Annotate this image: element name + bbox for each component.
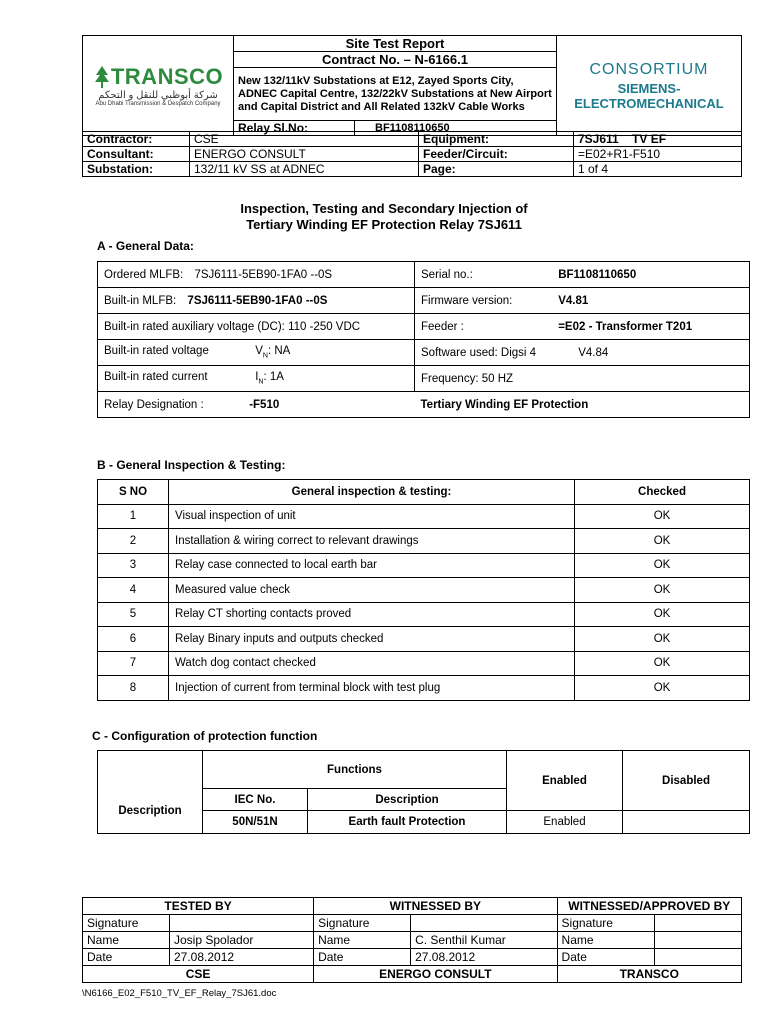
row-checked: OK bbox=[575, 529, 750, 554]
row-checked: OK bbox=[575, 676, 750, 701]
rated-voltage-symbol: V bbox=[255, 345, 263, 358]
section-a-heading: A - General Data: bbox=[97, 239, 194, 253]
row-desc: Injection of current from terminal block with test plug bbox=[169, 676, 575, 701]
consultant-value: ENERGO CONSULT bbox=[190, 147, 419, 162]
row-desc: Relay case connected to local earth bar bbox=[169, 553, 575, 578]
witness-date: 27.08.2012 bbox=[411, 949, 557, 966]
software-label: Software used: Digsi 4 bbox=[421, 346, 537, 359]
signoff-table bbox=[82, 897, 742, 983]
gd-feeder-value: =E02 - Transformer T201 bbox=[558, 320, 693, 333]
consortium-cell bbox=[557, 36, 742, 136]
ordered-mlfb-cell bbox=[98, 262, 415, 288]
table-row bbox=[98, 676, 750, 701]
builtin-mlfb-cell bbox=[98, 288, 415, 314]
rated-current-sub: N bbox=[258, 378, 264, 386]
table-row bbox=[98, 627, 750, 652]
info-table bbox=[82, 131, 742, 177]
row-checked: OK bbox=[575, 651, 750, 676]
col-sno: S NO bbox=[98, 480, 169, 505]
electromechanical-label: ELECTROMECHANICAL bbox=[574, 95, 724, 111]
approved-by-header: WITNESSED/APPROVED BY bbox=[557, 898, 741, 915]
row-desc: Relay CT shorting contacts proved bbox=[169, 602, 575, 627]
consortium-label: CONSORTIUM bbox=[589, 60, 709, 78]
org-cse: CSE bbox=[83, 966, 314, 983]
gd-feeder-label: Feeder : bbox=[421, 320, 464, 333]
row-desc: Watch dog contact checked bbox=[169, 651, 575, 676]
feeder-label: Feeder/Circuit: bbox=[419, 147, 574, 162]
witness-name: C. Senthil Kumar bbox=[411, 932, 557, 949]
designation-desc: Tertiary Winding EF Protection bbox=[415, 392, 750, 418]
date-label: Date bbox=[83, 949, 170, 966]
ordered-mlfb-label: Ordered MLFB: bbox=[104, 268, 184, 281]
rated-voltage-label: Built-in rated voltage bbox=[104, 345, 209, 358]
logo-name: TRANSCO bbox=[110, 64, 224, 89]
approved-date bbox=[654, 949, 741, 966]
signature-label: Signature bbox=[557, 915, 654, 932]
gd-feeder-cell bbox=[415, 314, 750, 340]
relay-sl-value: BF1108110650 bbox=[355, 121, 557, 136]
row-desc: Installation & wiring correct to relevant drawings bbox=[169, 529, 575, 554]
cfg-iec-header: IEC No. bbox=[203, 789, 308, 811]
row-sno: 1 bbox=[98, 504, 169, 529]
row-checked: OK bbox=[575, 578, 750, 603]
project-description: New 132/11kV Substations at E12, Zayed Sports City, ADNEC Capital Centre, 132/22kV Substations at New Airport and Capital District and All Related 132kV Cable Works bbox=[234, 68, 557, 121]
rated-current-cell bbox=[98, 366, 415, 392]
section-c-heading: C - Configuration of protection function bbox=[92, 729, 318, 743]
general-data-table bbox=[97, 261, 750, 418]
cfg-row-disabled bbox=[623, 811, 750, 834]
logo-arabic: شركة أبوظبي للنقل و التحكم bbox=[98, 90, 218, 101]
logo-cell bbox=[83, 36, 234, 136]
document-title-line2: Tertiary Winding EF Protection Relay 7SJ611 bbox=[246, 217, 522, 232]
equipment-label: Equipment: bbox=[419, 132, 574, 147]
transco-leaf-icon bbox=[93, 65, 111, 89]
firmware-value: V4.81 bbox=[558, 294, 589, 307]
equipment-value: 7SJ611 TV EF bbox=[574, 132, 742, 147]
contract-number: Contract No. – N-6166.1 bbox=[234, 52, 557, 68]
ordered-mlfb-value: 7SJ6111-5EB90-1FA0 --0S bbox=[194, 268, 333, 281]
org-transco: TRANSCO bbox=[557, 966, 741, 983]
row-sno: 7 bbox=[98, 651, 169, 676]
builtin-mlfb-value: 7SJ6111-5EB90-1FA0 --0S bbox=[187, 294, 328, 307]
table-row bbox=[98, 602, 750, 627]
tested-date: 27.08.2012 bbox=[170, 949, 314, 966]
row-desc: Relay Binary inputs and outputs checked bbox=[169, 627, 575, 652]
name-label: Name bbox=[557, 932, 654, 949]
report-title: Site Test Report bbox=[234, 36, 557, 52]
substation-label: Substation: bbox=[83, 162, 190, 177]
firmware-label: Firmware version: bbox=[421, 294, 513, 307]
section-b-heading: B - General Inspection & Testing: bbox=[97, 458, 286, 472]
rated-current-value: : 1A bbox=[263, 371, 284, 384]
table-row bbox=[98, 529, 750, 554]
row-checked: OK bbox=[575, 627, 750, 652]
cfg-row-iec: 50N/51N bbox=[203, 811, 308, 834]
substation-value: 132/11 kV SS at ADNEC bbox=[190, 162, 419, 177]
witnessed-by-header: WITNESSED BY bbox=[314, 898, 557, 915]
serial-value: BF1108110650 bbox=[558, 268, 637, 281]
contractor-label: Contractor: bbox=[83, 132, 190, 147]
row-checked: OK bbox=[575, 602, 750, 627]
row-desc: Visual inspection of unit bbox=[169, 504, 575, 529]
inspection-table bbox=[97, 479, 750, 701]
siemens-label: SIEMENS- bbox=[617, 80, 681, 96]
row-sno: 8 bbox=[98, 676, 169, 701]
signature-label: Signature bbox=[314, 915, 411, 932]
cfg-description-header: Description bbox=[98, 789, 203, 834]
tested-name: Josip Spolador bbox=[170, 932, 314, 949]
date-label: Date bbox=[557, 949, 654, 966]
row-sno: 3 bbox=[98, 553, 169, 578]
name-label: Name bbox=[83, 932, 170, 949]
feeder-value: =E02+R1-F510 bbox=[574, 147, 742, 162]
rated-voltage-value: : NA bbox=[267, 345, 291, 358]
document-title-line1: Inspection, Testing and Secondary Injection of bbox=[240, 201, 528, 216]
cfg-row-enabled: Enabled bbox=[507, 811, 623, 834]
col-checked: Checked bbox=[575, 480, 750, 505]
table-row bbox=[98, 578, 750, 603]
date-label: Date bbox=[314, 949, 411, 966]
designation-value: -F510 bbox=[249, 398, 280, 411]
rated-current-label: Built-in rated current bbox=[104, 371, 208, 384]
footer-filename: \N6166_E02_F510_TV_EF_Relay_7SJ61.doc bbox=[82, 988, 277, 999]
tested-by-header: TESTED BY bbox=[83, 898, 314, 915]
configuration-table bbox=[97, 750, 750, 834]
row-desc: Measured value check bbox=[169, 578, 575, 603]
relay-sl-label: Relay Sl.No: bbox=[234, 121, 355, 136]
contractor-value: CSE bbox=[190, 132, 419, 147]
cfg-functions-header: Functions bbox=[203, 751, 507, 789]
table-row bbox=[98, 553, 750, 578]
designation-label: Relay Designation : bbox=[104, 398, 204, 411]
logo-sub: Abu Dhabi Transmission & Despatch Company bbox=[95, 101, 221, 107]
row-sno: 5 bbox=[98, 602, 169, 627]
serial-cell bbox=[415, 262, 750, 288]
header-table bbox=[82, 35, 742, 136]
cfg-enabled-header: Enabled bbox=[507, 751, 623, 811]
row-sno: 2 bbox=[98, 529, 169, 554]
software-value: V4.84 bbox=[578, 346, 609, 359]
page-value: 1 of 4 bbox=[574, 162, 742, 177]
page-label: Page: bbox=[419, 162, 574, 177]
builtin-mlfb-label: Built-in MLFB: bbox=[104, 294, 177, 307]
org-energo: ENERGO CONSULT bbox=[314, 966, 557, 983]
name-label: Name bbox=[314, 932, 411, 949]
tested-signature bbox=[170, 915, 314, 932]
rated-voltage-sub: N bbox=[262, 352, 268, 360]
cfg-blank-cell bbox=[98, 751, 203, 789]
approved-signature bbox=[654, 915, 741, 932]
cfg-row-desc: Earth fault Protection bbox=[308, 811, 507, 834]
table-row bbox=[98, 504, 750, 529]
designation-cell bbox=[98, 392, 415, 418]
approved-name bbox=[654, 932, 741, 949]
row-checked: OK bbox=[575, 504, 750, 529]
software-cell bbox=[415, 340, 750, 366]
rated-voltage-cell bbox=[98, 340, 415, 366]
aux-voltage-cell: Built-in rated auxiliary voltage (DC): 110 -250 VDC bbox=[98, 314, 415, 340]
frequency-cell: Frequency: 50 HZ bbox=[415, 366, 750, 392]
cfg-desc-header: Description bbox=[308, 789, 507, 811]
serial-label: Serial no.: bbox=[421, 268, 473, 281]
signature-label: Signature bbox=[83, 915, 170, 932]
table-row bbox=[98, 651, 750, 676]
rated-current-symbol: I bbox=[255, 371, 259, 384]
col-inspection: General inspection & testing: bbox=[169, 480, 575, 505]
cfg-disabled-header: Disabled bbox=[623, 751, 750, 811]
row-sno: 6 bbox=[98, 627, 169, 652]
row-sno: 4 bbox=[98, 578, 169, 603]
row-checked: OK bbox=[575, 553, 750, 578]
firmware-cell bbox=[415, 288, 750, 314]
witness-signature bbox=[411, 915, 557, 932]
consultant-label: Consultant: bbox=[83, 147, 190, 162]
